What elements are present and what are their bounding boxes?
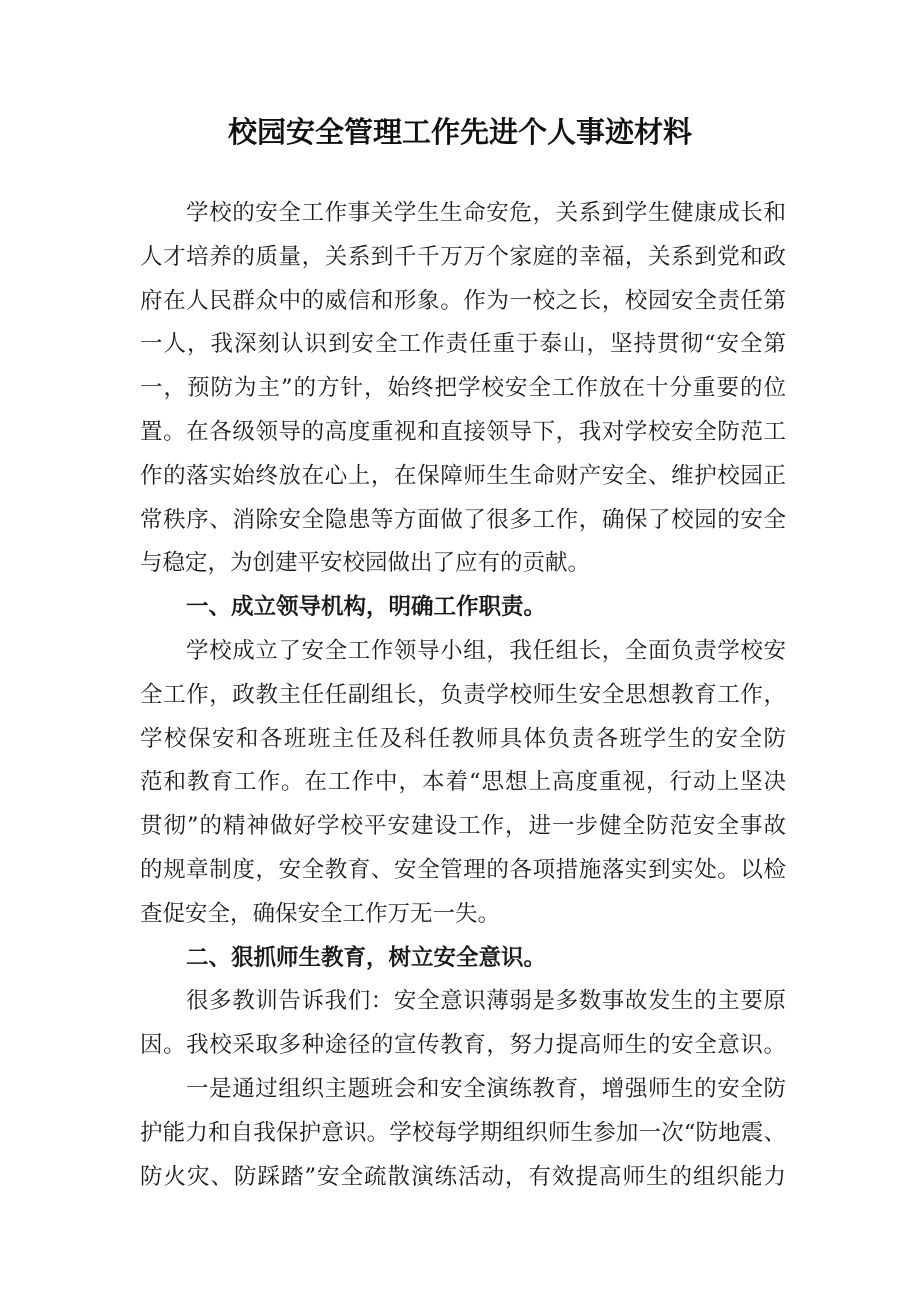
body-line: 作的落实始终放在心上，在保障师生生命财产安全、维护校园正 — [140, 462, 786, 489]
body-line: 学校保安和各班班主任及科任教师具体负责各班学生的安全防 — [140, 725, 786, 752]
body-line: 范和教育工作。在工作中，本着“思想上高度重视，行动上坚决 — [140, 769, 786, 796]
body-line: 与稳定，为创建平安校园做出了应有的贡献。 — [140, 550, 591, 577]
body-line: 的规章制度，安全教育、安全管理的各项措施落实到实处。以检 — [140, 856, 786, 883]
body-line: 置。在各级领导的高度重视和直接领导下，我对学校安全防范工 — [140, 418, 786, 445]
body-line: 学校成立了安全工作领导小组，我任组长，全面负责学校安 — [186, 637, 786, 664]
body-line: 府在人民群众中的威信和形象。作为一校之长，校园安全责任第 — [140, 287, 786, 314]
body-line: 查促安全，确保安全工作万无一失。 — [140, 900, 501, 927]
body-line: 学校的安全工作事关学生生命安危，关系到学生健康成长和 — [186, 200, 786, 226]
body-line: 一，预防为主”的方针，始终把学校安全工作放在十分重要的位 — [140, 375, 786, 402]
body-line: 防火灾、防踩踏”安全疏散演练活动，有效提高师生的组织能力 — [140, 1163, 786, 1190]
section-heading: 二、狠抓师生教育，树立安全意识。 — [186, 944, 547, 971]
body-line: 常秩序、消除安全隐患等方面做了很多工作，确保了校园的安全 — [140, 506, 786, 533]
body-line: 贯彻”的精神做好学校平安建设工作，进一步健全防范安全事故 — [140, 813, 786, 840]
document-body — [140, 192, 786, 1199]
body-line: 人才培养的质量，关系到千千万万个家庭的幸福，关系到党和政 — [140, 243, 786, 270]
body-line: 因。我校采取多种途径的宣传教育，努力提高师生的安全意识。 — [140, 1032, 786, 1059]
document-title: 校园安全管理工作先进个人事迹材料 — [227, 115, 692, 149]
body-line: 全工作，政教主任任副组长，负责学校师生安全思想教育工作， — [140, 681, 786, 708]
body-line: 很多教训告诉我们：安全意识薄弱是多数事故发生的主要原 — [186, 988, 786, 1015]
section-heading: 一、成立领导机构，明确工作职责。 — [186, 594, 547, 621]
body-line: 护能力和自我保护意识。学校每学期组织师生参加一次“防地震、 — [140, 1119, 786, 1146]
body-line: 一是通过组织主题班会和安全演练教育，增强师生的安全防 — [186, 1075, 786, 1102]
body-line: 一人，我深刻认识到安全工作责任重于泰山，坚持贯彻“安全第 — [140, 331, 786, 358]
